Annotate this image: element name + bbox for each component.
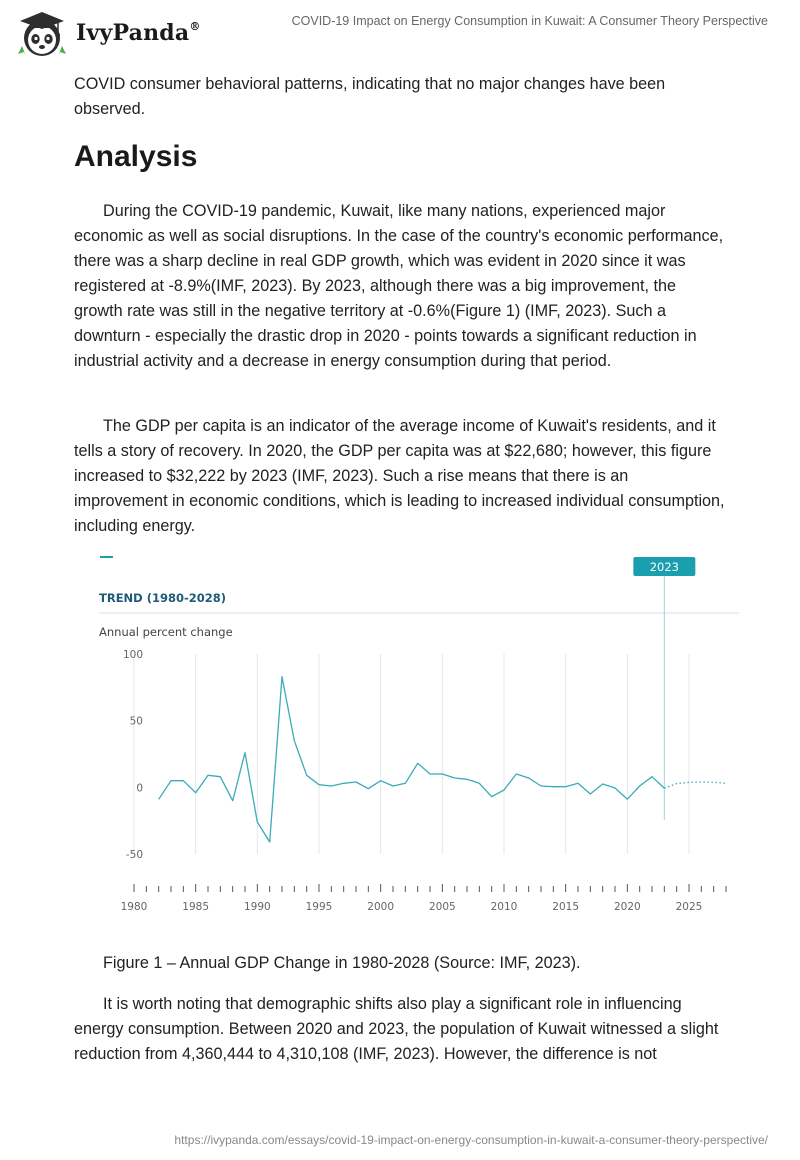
panda-logo-icon (12, 10, 72, 58)
intro-paragraph-container (74, 72, 726, 122)
y-tick-label-0: 0 (136, 782, 143, 795)
figure-caption: Figure 1 – Annual GDP Change in 1980-2028 (Source: IMF, 2023). (103, 954, 581, 972)
x-tick-label-2025: 2025 (675, 901, 703, 913)
paragraph-3-container (74, 992, 726, 1067)
x-tick-label-2000: 2000 (367, 901, 395, 913)
paragraph-3: It is worth noting that demographic shifts also play a significant role in influencing energy consumption. Between 2020 and 2023, the population of Kuwait witnessed a slight reduction from 4,360,444 to 4,310,108 (IMF, 2023). However, the difference is not (74, 995, 719, 1063)
section-heading-container (74, 140, 726, 174)
y-tick-label-50: 50 (129, 715, 143, 728)
gdp-trend-chart (93, 548, 753, 918)
gdp-series-line (159, 677, 665, 842)
y-tick-label--50: -50 (125, 849, 143, 861)
x-tick-label-2010: 2010 (490, 901, 518, 913)
highlight-badge-label: 2023 (649, 560, 679, 574)
section-heading: Analysis (74, 140, 198, 173)
paragraph-1: During the COVID-19 pandemic, Kuwait, like many nations, experienced major economic as well as social disruptions. In the case of the country's economic performance, there was a sharp decline in real GDP growth, which was evident in 2020 since it was registered at -8.9%(IMF, 2023). By 2023, although there was a big improvement, the growth rate was still in the negative territory at -0.6%(Figure 1) (IMF, 2023). Such a downturn - especially the drastic drop in 2020 - points towards a significant reduction in industrial activity and a decrease in energy consumption during that period. (74, 202, 724, 370)
intro-paragraph: COVID consumer behavioral patterns, indicating that no major changes have been observed. (74, 75, 666, 118)
document-title: COVID-19 Impact on Energy Consumption in Kuwait: A Consumer Theory Perspective (291, 14, 768, 28)
paragraph-2-container (74, 414, 726, 539)
brand-logo[interactable] (12, 10, 212, 58)
paragraph-1-container (74, 199, 726, 374)
x-tick-label-1985: 1985 (182, 901, 210, 913)
y-axis-label: Annual percent change (99, 625, 233, 639)
gdp-projection-line (664, 782, 726, 788)
x-tick-label-1990: 1990 (243, 901, 271, 913)
x-tick-label-2020: 2020 (613, 901, 641, 913)
y-tick-label-100: 100 (122, 649, 143, 661)
source-url[interactable]: https://ivypanda.com/essays/covid-19-impact-on-energy-consumption-in-kuwait-a-consumer-theory-perspective/ (174, 1133, 768, 1147)
chart-title: TREND (1980-2028) (99, 591, 227, 605)
x-tick-label-1980: 1980 (120, 901, 148, 913)
brand-name: IvyPanda® (76, 19, 201, 46)
paragraph-2: The GDP per capita is an indicator of the average income of Kuwait's residents, and it tells a story of recovery. In 2020, the GDP per capita was at $22,680; however, this figure increased to $32,222 by 2023 (IMF, 2023). Such a rise means that there is an improvement in economic conditions, which is leading to increased individual consumption, including energy. (74, 417, 725, 535)
x-tick-label-1995: 1995 (305, 901, 333, 913)
site-header (0, 0, 800, 62)
gdp-trend-chart-svg (93, 548, 753, 918)
x-tick-label-2005: 2005 (428, 901, 456, 913)
x-tick-label-2015: 2015 (552, 901, 580, 913)
